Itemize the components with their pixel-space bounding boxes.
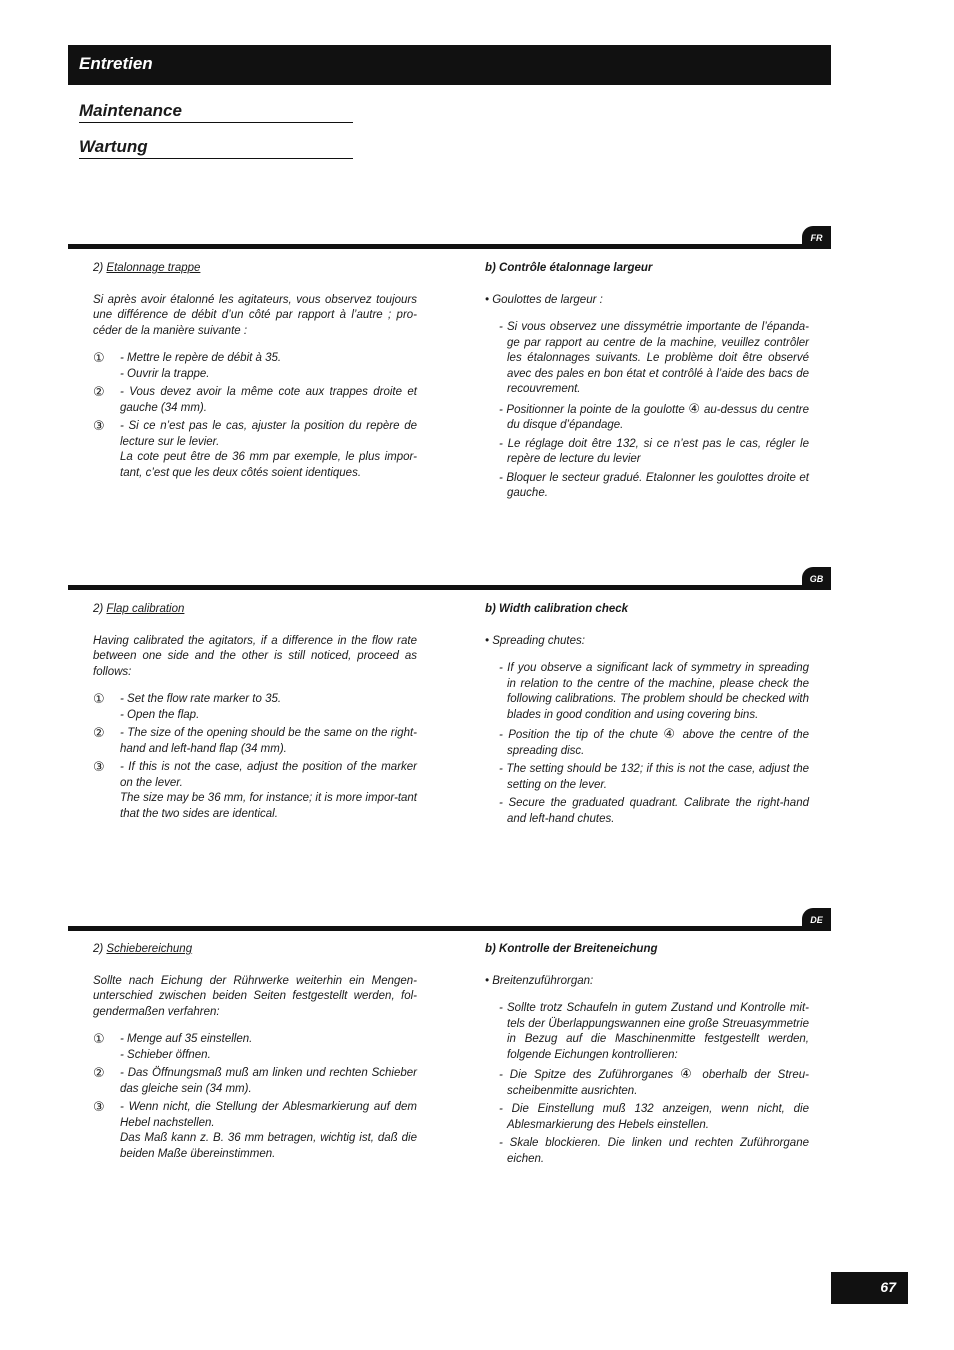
subsection-title	[93, 261, 417, 277]
step-number: ③	[93, 759, 105, 774]
step-line: - If this is not the case, adjust the position of the marker on the lever.	[120, 761, 417, 789]
right-column	[485, 602, 809, 830]
language-badge: GB	[802, 567, 831, 589]
subtitle-wartung: Wartung	[79, 137, 353, 159]
title-prefix: 2)	[93, 943, 107, 955]
dash-item	[485, 661, 809, 723]
step-number: ②	[93, 384, 105, 399]
dash-item	[485, 471, 809, 502]
step-line: - Open the flap.	[120, 708, 200, 721]
dash-item	[485, 437, 809, 468]
title-text: Flap calibration	[106, 603, 185, 615]
step-item	[93, 385, 417, 416]
section-rule	[68, 585, 831, 590]
section-rule	[68, 244, 831, 249]
chute-number: ④	[688, 400, 701, 416]
step-line: - Schieber öffnen.	[120, 1048, 211, 1061]
dash-text: - If you observe a significant lack of symmetry in spreading in relation to the centre of the machine, please check the following calibrations. The problem should be checked with blades in good condition and using covering bins.	[499, 662, 809, 721]
step-item	[93, 726, 417, 757]
dash-text: - Bloquer le secteur gradué. Etalonner les goulottes droite et gauche.	[499, 471, 809, 499]
step-line: - Wenn nicht, die Stellung der Ablesmarkierung auf dem Hebel nachstellen.	[120, 1101, 417, 1129]
subsection-title	[93, 942, 417, 958]
dash-item	[485, 726, 809, 759]
dash-text-cont: oberhalb der Streu-scheibenmitte ausrichten.	[507, 1069, 809, 1097]
dash-item	[485, 762, 809, 793]
step-item	[93, 1032, 417, 1063]
step-item	[93, 760, 417, 822]
step-number: ③	[93, 1099, 105, 1114]
title-text: Schiebereichung	[106, 943, 193, 955]
right-column	[485, 261, 809, 505]
dash-text-cont: above the centre of the spreading disc.	[507, 729, 810, 757]
step-number: ②	[93, 1065, 105, 1080]
step-item	[93, 419, 417, 481]
dash-text: - Die Einstellung muß 132 anzeigen, wenn nicht, die Ablesmarkierung des Hebels einstellen.	[499, 1103, 809, 1131]
dash-item	[485, 796, 809, 827]
right-column	[485, 942, 809, 1170]
check-title: b) Width calibration check	[485, 603, 629, 615]
step-line: Das Maß kann z. B. 36 mm betragen, wichtig ist, daß die beiden Maße übereinstimmen.	[120, 1132, 417, 1160]
dash-text-cont: au-dessus du centre du disque d’épandage.	[507, 403, 809, 431]
step-line: - Set the flow rate marker to 35.	[120, 693, 282, 705]
step-line: - Menge auf 35 einstellen.	[120, 1033, 253, 1045]
step-line: La cote peut être de 36 mm par exemple, le plus impor-tant, c’est que les deux côtés soient identiques.	[120, 451, 417, 479]
check-title: b) Kontrolle der Breiteneichung	[485, 943, 658, 955]
title-text: Etalonnage trappe	[106, 262, 201, 274]
check-title: b) Contrôle étalonnage largeur	[485, 262, 653, 274]
step-number: ①	[93, 691, 105, 706]
bullet-heading: • Goulottes de largeur :	[485, 293, 603, 306]
step-item	[93, 692, 417, 723]
step-line: - Ouvrir la trappe.	[120, 367, 210, 380]
section-header	[68, 45, 831, 85]
step-number: ③	[93, 418, 105, 433]
section-rule	[68, 926, 831, 931]
dash-item	[485, 401, 809, 434]
step-number: ①	[93, 1031, 105, 1046]
dash-text: - Sollte trotz Schaufeln in gutem Zustand und Kontrolle mit-tels der Überlappungswannen eine große Streuasymmetrie in Bezug auf die Maschinenmitte festgestellt werden, folgende Eichungen kontrollieren:	[499, 1002, 809, 1061]
dash-item	[485, 1066, 809, 1099]
dash-text: - Secure the graduated quadrant. Calibrate the right-hand and left-hand chutes.	[499, 797, 809, 825]
chute-number: ④	[680, 1066, 696, 1081]
chute-number: ④	[663, 726, 678, 741]
dash-item	[485, 1136, 809, 1167]
dash-text: - Skale blockieren. Die linken und rechten Zuführorgane eichen.	[499, 1137, 809, 1165]
header-title: Entretien	[79, 54, 153, 73]
intro-paragraph: Si après avoir étalonné les agitateurs, vous observez toujours une différence de débit d’un côté par rapport à l’autre ; pro-céder de la manière suivante :	[93, 293, 417, 337]
dash-text: - Le réglage doit être 132, si ce n’est pas le cas, régler le repère de lecture du levier	[499, 437, 809, 465]
language-badge: FR	[802, 226, 831, 248]
bullet-heading: • Spreading chutes:	[485, 634, 585, 647]
step-line: - Das Öffnungsmaß muß am linken und rechten Schieber das gleiche sein (34 mm).	[120, 1067, 417, 1095]
step-line: - Si ce n’est pas le cas, ajuster la position du repère de lecture sur le levier.	[120, 420, 417, 448]
title-prefix: 2)	[93, 603, 107, 615]
intro-paragraph: Sollte nach Eichung der Rührwerke weiterhin ein Mengen-unterschied zwischen beiden Seiten festgestellt werden, fol-gendermaßen verfahren:	[93, 974, 417, 1018]
language-badge: DE	[802, 908, 831, 930]
dash-item	[485, 1001, 809, 1063]
dash-text: - Si vous observez une dissymétrie importante de l’épanda-ge par rapport au centre de la machine, veuillez contrôler les étalonnages suivants. Le problème doit être observé avec des pales en bon état et contrôlé à l’aide des bacs de recouvrement.	[499, 321, 809, 395]
dash-text: - Die Spitze des Zuführorganes	[499, 1069, 681, 1081]
intro-paragraph: Having calibrated the agitators, if a difference in the flow rate between one side and the other is still noticed, proceed as follows:	[93, 634, 417, 678]
dash-text: - The setting should be 132; if this is not the case, adjust the setting on the lever.	[499, 763, 809, 791]
step-line: The size may be 36 mm, for instance; it is more impor-tant that the two sides are identical.	[120, 792, 417, 820]
step-item	[93, 351, 417, 382]
left-column	[93, 602, 417, 825]
step-line: - Mettre le repère de débit à 35.	[120, 352, 282, 364]
dash-text: - Positionner la pointe de la goulotte	[499, 403, 689, 416]
left-column	[93, 942, 417, 1165]
dash-item	[485, 320, 809, 398]
bullet-heading: • Breitenzuführorgan:	[485, 974, 594, 987]
dash-text: - Position the tip of the chute	[499, 729, 664, 741]
subtitle-maintenance: Maintenance	[79, 101, 353, 123]
subsection-title	[93, 602, 417, 618]
step-number: ①	[93, 350, 105, 365]
step-line: - The size of the opening should be the same on the right-hand and left-hand flap (34 mm).	[120, 727, 417, 755]
title-prefix: 2)	[93, 262, 107, 274]
left-column	[93, 261, 417, 484]
step-item	[93, 1100, 417, 1162]
step-number: ②	[93, 725, 105, 740]
page-number: 67	[831, 1272, 908, 1304]
dash-item	[485, 1102, 809, 1133]
step-line: - Vous devez avoir la même cote aux trappes droite et gauche (34 mm).	[120, 386, 417, 414]
step-item	[93, 1066, 417, 1097]
